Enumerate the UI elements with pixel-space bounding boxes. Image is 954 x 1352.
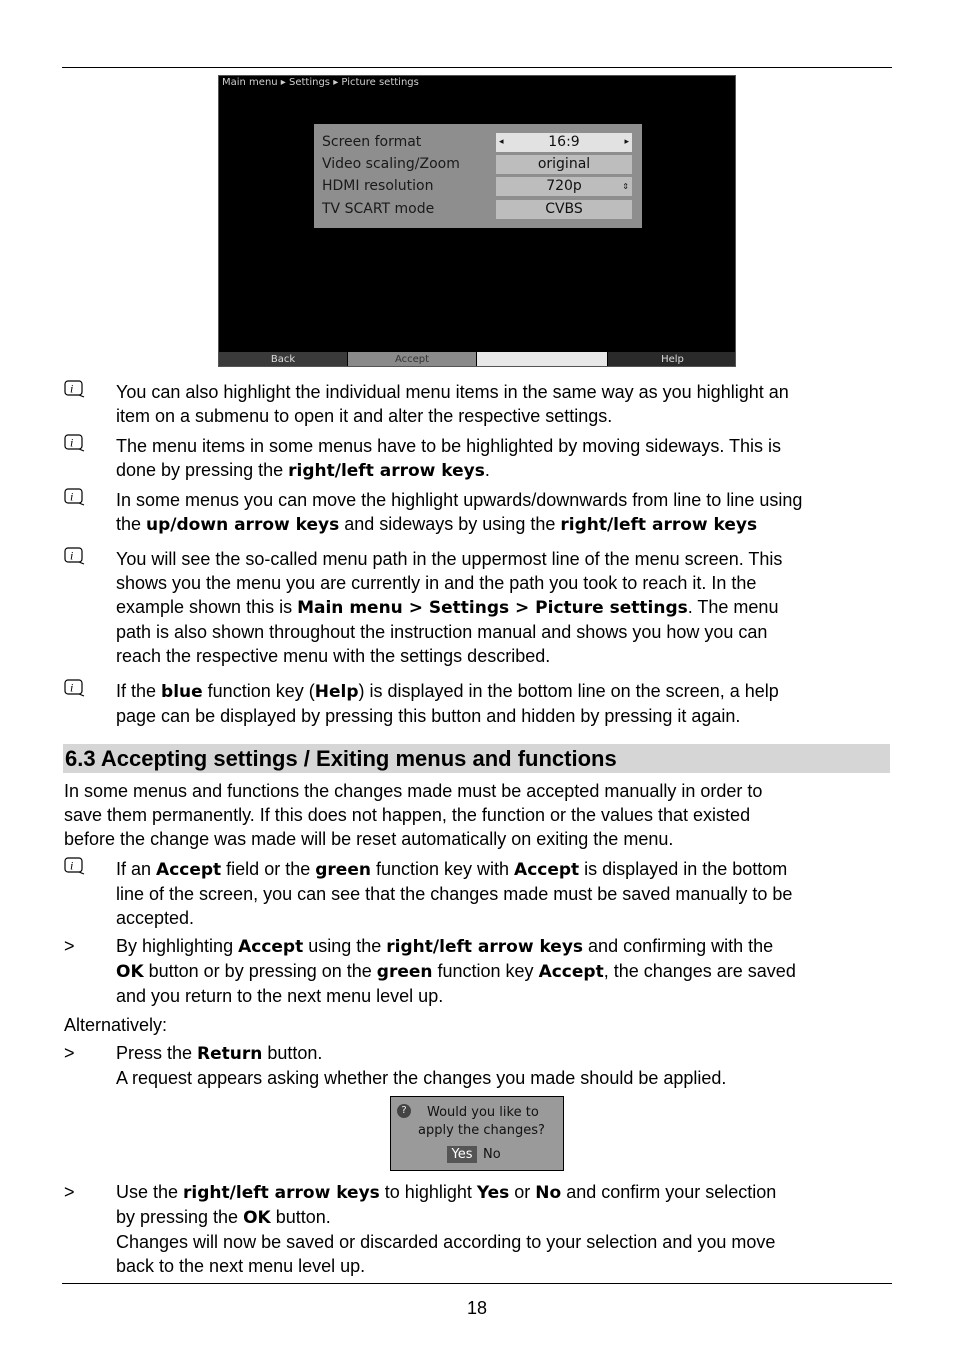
accept-note: If an Accept field or the green function key with Accept is displayed in the bottom line of the screen, you can see that the changes made must be saved manually to be accepted. xyxy=(116,859,793,928)
tv-screenshot xyxy=(218,75,736,367)
step-bullet: > xyxy=(64,936,75,956)
arrow-left-icon: ◂ xyxy=(499,137,504,147)
info-icon xyxy=(64,488,85,506)
picture-settings-panel xyxy=(314,124,642,228)
dialog-line-1: Would you like to xyxy=(427,1105,539,1120)
row-label: TV SCART mode xyxy=(322,201,435,217)
svg-text:i: i xyxy=(70,680,74,695)
svg-text:i: i xyxy=(70,435,74,450)
step-2: Press the Return button. A request appears asking whether the changes you made should be applied. xyxy=(116,1043,727,1088)
note-1: You can also highlight the individual menu items in the same way as you highlight an item on a submenu to open it and alter the respective settings. xyxy=(116,382,789,426)
info-icon xyxy=(64,857,85,875)
fk-yellow[interactable] xyxy=(477,352,607,367)
note-4: You will see the so-called menu path in the uppermost line of the menu screen. This shows you the menu you are currently in and the path you took to reach it. In the example shown this is Main menu > Settings > Picture settings. The menu path is also shown throughout the instruction manual and shows you how you can reach the respective menu with the settings described. xyxy=(116,549,783,666)
page-number: 18 xyxy=(466,1298,488,1318)
svg-text:i: i xyxy=(70,381,74,396)
info-icon xyxy=(64,679,85,697)
svg-text:i: i xyxy=(70,548,74,563)
svg-text:i: i xyxy=(70,858,74,873)
apply-changes-dialog xyxy=(390,1096,564,1171)
top-rule xyxy=(62,67,892,68)
row-label: HDMI resolution xyxy=(322,178,434,194)
row-video-scaling[interactable] xyxy=(322,155,634,175)
bottom-rule xyxy=(62,1283,892,1284)
alternatively-label: Alternatively: xyxy=(64,1015,168,1035)
step-1: By highlighting Accept using the right/left arrow keys and confirming with the OK button or by pressing on the green function key Accept, the changes are saved and you return to the next menu level up. xyxy=(116,936,796,1006)
updown-icon: ⇕ xyxy=(622,182,629,191)
note-5: If the blue function key (Help) is displayed in the bottom line on the screen, a help page can be displayed by pressing this button and hidden by pressing it again. xyxy=(116,681,779,726)
fk-red-back[interactable]: Back xyxy=(219,352,347,367)
row-label: Video scaling/Zoom xyxy=(322,156,460,172)
intro-paragraph: In some menus and functions the changes made must be accepted manually in order to save them permanently. If this does not happen, the function or the values that existed before the change was made will be reset automatically on exiting the menu. xyxy=(64,781,763,849)
fk-green-accept[interactable]: Accept xyxy=(348,352,476,367)
function-key-bar xyxy=(219,352,736,367)
row-value: CVBS xyxy=(496,200,632,219)
row-screen-format[interactable] xyxy=(322,133,634,153)
dialog-line-2: apply the changes? xyxy=(418,1123,545,1138)
yes-button[interactable]: Yes xyxy=(447,1146,477,1163)
step-3: Use the right/left arrow keys to highlight Yes or No and confirm your selection by pressing the OK button. Changes will now be saved or discarded according to your selection and you move back to the next menu level up. xyxy=(116,1182,777,1276)
note-3: In some menus you can move the highlight upwards/downwards from line to line using the up/down arrow keys and sideways by using the right/left arrow keys xyxy=(116,490,803,535)
step-bullet: > xyxy=(64,1182,75,1202)
no-button[interactable]: No xyxy=(483,1147,501,1162)
svg-text:i: i xyxy=(70,489,74,504)
row-hdmi-resolution[interactable] xyxy=(322,177,634,197)
info-icon xyxy=(64,380,85,398)
row-value: ◂ 16:9 ▸ xyxy=(496,133,632,152)
menu-path: Main menu ▸ Settings ▸ Picture settings xyxy=(222,77,419,88)
row-value: original xyxy=(496,155,632,174)
row-value: 720p ⇕ xyxy=(496,177,632,196)
note-2: The menu items in some menus have to be highlighted by moving sideways. This is done by pressing the right/left arrow keys. xyxy=(116,436,781,481)
section-heading: 6.3 Accepting settings / Exiting menus and functions xyxy=(63,744,890,773)
question-icon: ? xyxy=(397,1104,411,1118)
info-icon xyxy=(64,547,85,565)
arrow-right-icon: ▸ xyxy=(624,137,629,147)
row-tv-scart-mode[interactable] xyxy=(322,200,634,220)
row-label: Screen format xyxy=(322,134,422,150)
fk-blue-help[interactable]: Help xyxy=(608,352,736,367)
step-bullet: > xyxy=(64,1043,75,1063)
info-icon xyxy=(64,434,85,452)
